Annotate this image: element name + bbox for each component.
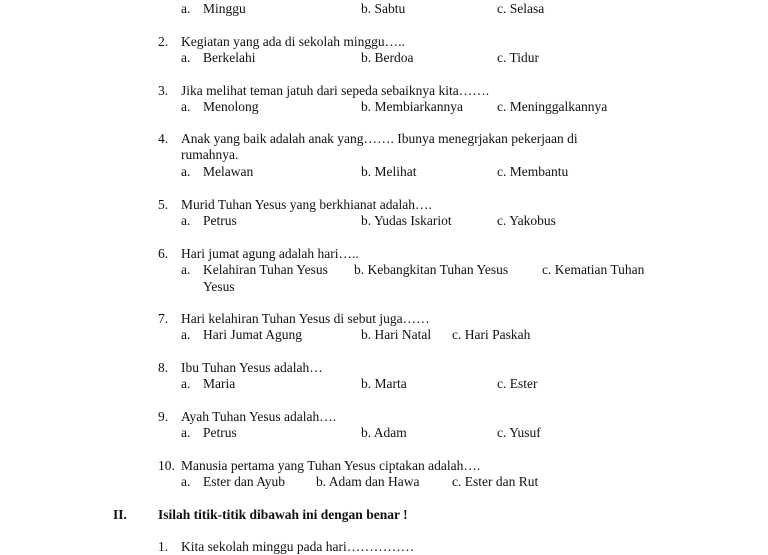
question-text: Hari kelahiran Tuhan Yesus di sebut juga……: [181, 311, 430, 326]
option-b: b. Sabtu: [361, 1, 406, 16]
option-a: Hari Jumat Agung: [203, 327, 302, 343]
question-text: Ibu Tuhan Yesus adalah…: [181, 360, 323, 375]
option-letter: a.: [181, 1, 191, 16]
question-number: 6.: [158, 246, 169, 261]
option-a: Kelahiran Tuhan Yesus: [203, 262, 328, 278]
question-4: [0, 131, 768, 180]
question-text: Anak yang baik adalah anak yang……. Ibunya menegrjakan pekerjaan di: [181, 131, 578, 146]
option-a: Petrus: [203, 425, 237, 441]
option-letter: a.: [181, 163, 191, 179]
option-c: c. Kematian Tuhan: [542, 262, 645, 278]
option-b: b. Hari Natal: [361, 327, 432, 343]
option-c-continued: Yesus: [203, 278, 235, 294]
question-text: Kita sekolah minggu pada hari……………: [181, 539, 415, 554]
options-row: [0, 474, 768, 490]
question-7: [0, 311, 768, 344]
options-row: [0, 50, 768, 66]
option-letter: a.: [181, 474, 191, 490]
question-number: 4.: [158, 131, 169, 146]
question-10: [0, 458, 768, 491]
option-a: Maria: [203, 376, 236, 392]
option-a: Minggu: [203, 1, 246, 16]
option-b: b. Kebangkitan Tuhan Yesus: [354, 262, 509, 278]
question-text: Jika melihat teman jatuh dari sepeda sebaiknya kita…….: [181, 83, 490, 98]
question-number: 9.: [158, 409, 169, 424]
section-title: Isilah titik-titik dibawah ini dengan benar !: [158, 507, 408, 522]
option-a: Melawan: [203, 163, 254, 179]
question-6: [0, 246, 768, 295]
options-row: [0, 262, 768, 278]
question-number: 8.: [158, 360, 169, 375]
option-letter: a.: [181, 50, 191, 66]
option-letter: a.: [181, 99, 191, 115]
option-letter: a.: [181, 376, 191, 392]
options-row: [0, 99, 768, 115]
question-9: [0, 409, 768, 442]
option-b: b. Melihat: [361, 163, 417, 179]
option-c: c. Yakobus: [497, 213, 556, 229]
question-8: [0, 360, 768, 393]
question-number: 1.: [158, 539, 169, 554]
section-heading: [0, 507, 768, 524]
option-c: c. Meninggalkannya: [497, 99, 608, 115]
option-c: c. Tidur: [497, 50, 540, 66]
question-3: [0, 83, 768, 116]
options-row: [0, 213, 768, 229]
question-text-continued: rumahnya.: [181, 147, 239, 163]
option-a: Ester dan Ayub: [203, 474, 285, 490]
question-text: Murid Tuhan Yesus yang berkhianat adalah….: [181, 197, 432, 212]
option-b: b. Berdoa: [361, 50, 414, 66]
question-1: [0, 1, 768, 17]
options-row: [0, 1, 768, 17]
question-text: Ayah Tuhan Yesus adalah….: [181, 409, 337, 424]
question-number: 2.: [158, 34, 169, 49]
option-letter: a.: [181, 327, 191, 343]
option-c: c. Membantu: [497, 163, 569, 179]
question-number: 10.: [158, 458, 175, 473]
option-letter: a.: [181, 425, 191, 441]
option-b: b. Yudas Iskariot: [361, 213, 452, 229]
option-b: b. Membiarkannya: [361, 99, 463, 115]
option-a: Petrus: [203, 213, 237, 229]
option-letter: a.: [181, 213, 191, 229]
question-number: 3.: [158, 83, 169, 98]
option-c: c. Selasa: [497, 1, 545, 16]
option-b: b. Adam: [361, 425, 407, 441]
option-c: c. Ester: [497, 376, 538, 392]
options-row: [0, 164, 768, 180]
section-number: II.: [113, 507, 127, 522]
option-b: b. Adam dan Hawa: [316, 474, 420, 490]
question-text: Manusia pertama yang Tuhan Yesus ciptakan adalah….: [181, 458, 481, 473]
option-c: c. Ester dan Rut: [452, 474, 539, 490]
question-number: 5.: [158, 197, 169, 212]
option-b: b. Marta: [361, 376, 407, 392]
question-5: [0, 197, 768, 230]
option-c: c. Yusuf: [497, 425, 541, 441]
question-2: [0, 34, 768, 67]
question-number: 7.: [158, 311, 169, 326]
options-row: [0, 327, 768, 343]
option-c: c. Hari Paskah: [452, 327, 531, 343]
options-row: [0, 376, 768, 392]
option-letter: a.: [181, 262, 191, 278]
question-text: Hari jumat agung adalah hari…..: [181, 246, 359, 261]
option-a: Menolong: [203, 99, 259, 115]
option-a: Berkelahi: [203, 50, 256, 66]
options-row: [0, 425, 768, 441]
question-text: Kegiatan yang ada di sekolah minggu…..: [181, 34, 405, 49]
